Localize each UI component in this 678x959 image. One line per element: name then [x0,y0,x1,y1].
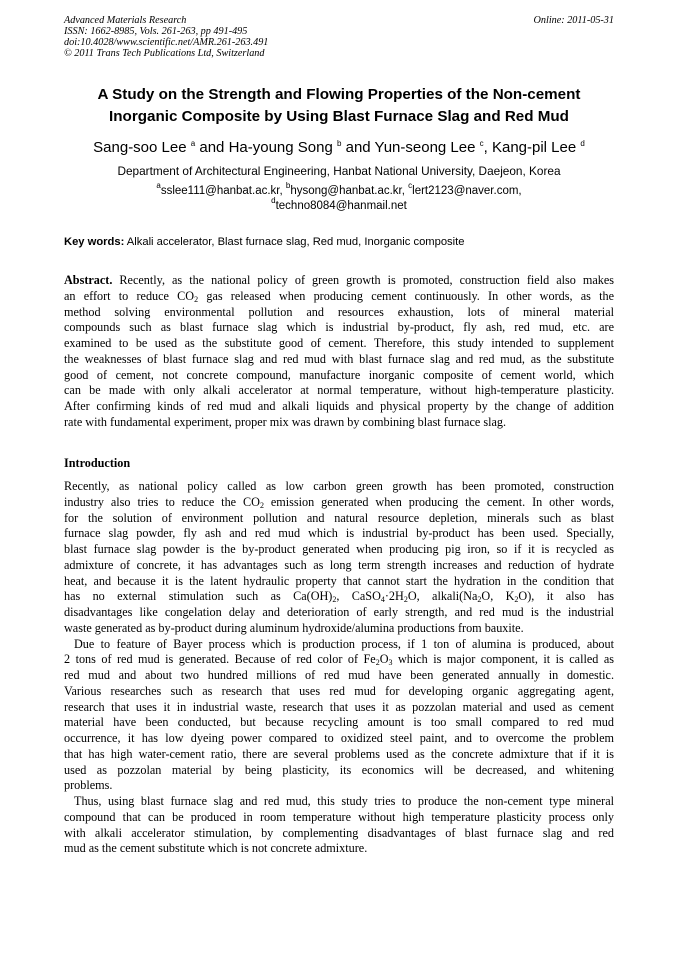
copyright-line: © 2011 Trans Tech Publications Ltd, Switzerland [64,48,265,59]
journal-name: Advanced Materials Research [64,15,187,26]
abstract [64,273,614,431]
intro-line: red mud and about two hundred millions of red mud have been generated annually in domestic. [64,668,614,682]
keywords-label: Key words: [64,236,125,248]
abstract-line: the weaknesses of blast furnace slag and red mud with blast furnace slag and red mud, as the substitute [64,351,614,366]
intro-line [64,589,614,605]
intro-text: has no external stimulation such as Ca(OH) [64,589,333,604]
intro-line: for the solution of environment pollution and natural resource depletion, minerals such as blast [64,510,614,525]
section-heading-introduction: Introduction [64,456,131,470]
intro-line: problems. [64,778,113,793]
email-line-1 [30,181,648,199]
intro-line: occurrence, it has low dyeing power compared to oxidized steel paint, and to overcome the problem [64,731,614,745]
journal-info [64,15,268,59]
intro-text: , CaSO [336,589,381,604]
intro-text: O), it also has [518,589,614,604]
intro-line: waste generated as by-product during aluminum hydroxide/alumina productions from bauxite. [64,620,524,635]
issn-line: ISSN: 1662-8985, Vols. 261-263, pp 491-495 [64,26,248,37]
abstract-line: After confirming kinds of red mud and alkali liquids and physical property by the change of addition [64,399,614,413]
email-link[interactable]: hysong@hanbat.ac.kr, [290,185,409,197]
intro-line [64,652,614,668]
abstract-line: good of cement, not concrete compound, manufacture inorganic composite of cement world, which [64,367,614,382]
intro-text: O [379,652,389,667]
affiliation: Department of Architectural Engineering, Hanbat National University, Daejeon, Korea [117,164,561,178]
abstract-line: examined to be used as the substitute good of cement. Therefore, this study intended to supplement [64,336,614,350]
author-emails [30,181,648,214]
email-mark: c [408,181,413,190]
paper-title [40,84,638,128]
author-separator: , [483,139,492,156]
intro-text: ·2H [384,589,404,604]
email-mark: b [285,181,291,190]
author-name: Yun-seong Lee [374,139,476,156]
email-link[interactable]: sslee111@hanbat.ac.kr, [160,185,286,197]
intro-line: research that uses it in industrial waste, research that uses it as pozzolan material and used as cement [64,699,614,714]
subscript: 2 [477,595,482,605]
intro-line: mud as the cement substitute which is not concrete admixture. [64,841,368,856]
subscript: 2 [332,595,337,605]
intro-line: used as pozzolan material by being plasticity, its economics will be decreased, and whitening [64,762,614,777]
subscript: 2 [403,595,408,605]
intro-text: O, K [481,589,515,604]
keywords-text: Alkali accelerator, Blast furnace slag, Red mud, Inorganic composite [124,236,465,248]
abstract-line: can be made with only alkali accelerator at normal temperature, without high-temperature plasticity. [64,383,614,398]
author-mark: b [336,139,342,148]
intro-line: furnace slag powder, fly ash and red mud which is industrial by-product has been used. Specially, [64,526,614,541]
abstract-line: compounds such as blast furnace slag which is industrial by-product, fly ash, red mud, etc. are [64,320,614,335]
doi-line: doi:10.4028/www.scientific.net/AMR.261-263.491 [64,37,269,48]
intro-line [64,495,614,511]
title-line-1: A Study on the Strength and Flowing Properties of the Non-cement [97,86,581,103]
intro-line: Thus, using blast furnace slag and red mud, this study tries to produce the non-cement type mineral [74,794,614,808]
author-mark: c [479,139,484,148]
intro-line: Various researches such as research that uses red mud for developing organic aggregating agent, [64,683,614,698]
author-name: Ha-young Song [228,139,333,156]
introduction-body [64,479,614,857]
email-mark: d [271,196,276,205]
author-separator: and [341,139,375,156]
abstract-label: Abstract. [64,273,113,287]
abstract-line: method solving environmental pollution and resources exhaustion, lots of mineral material [64,304,614,319]
email-line-2 [30,196,648,214]
intro-line: disadvantages like congelation delay and deterioration of early strength, and red mud is the industrial [64,605,614,619]
intro-line: compound that can be produced in room temperature without high temperature plasticity process only [64,809,614,824]
abstract-text: Recently, as the national policy of green growth is promoted, construction field also makes [112,273,614,287]
abstract-text: gas released when producing cement continuously. In other words, as the [198,288,615,303]
keywords [64,235,624,250]
intro-text: industry also tries to reduce the CO [64,494,260,509]
subscript: 4 [380,595,385,605]
author-separator: and [195,139,229,156]
abstract-line [64,289,614,305]
intro-text: 2 tons of red mud is generated. Because of red color of Fe [64,652,376,667]
subscript: 2 [514,595,519,605]
intro-line: that has high water-cement ratio, there are several problems used as the concrete admixture that if it is [64,746,614,761]
author-name: Kang-pil Lee [491,139,577,156]
intro-line: Recently, as national policy called as low carbon green growth has been promoted, construction [64,479,614,493]
intro-line: blast furnace slag powder is the by-product generated when producing pig iron, so if it is recycled as [64,542,614,556]
intro-line: material have been conducted, but because recycling amount is too small compared to red mud [64,715,614,730]
subscript: 2 [375,658,380,668]
intro-line: Due to feature of Bayer process which is production process, if 1 ton of alumina is produced, about [74,636,614,651]
email-link[interactable]: techno8084@hanmail.net [275,200,407,212]
author-mark: a [190,139,196,148]
abstract-line [64,273,614,289]
subscript: 2 [194,294,199,304]
intro-text: emission generated when producing the cement. In other words, [263,494,614,509]
online-date: Online: 2011-05-31 [533,15,614,26]
intro-line: with alkali accelerator stimulation, by complementing disadvantages of blast furnace slag and red [64,825,614,840]
subscript: 2 [259,500,264,510]
title-line-2: Inorganic Composite by Using Blast Furnace Slag and Red Mud [109,108,569,125]
intro-line: admixture of concrete, it has advantages such as long term strength increases and reduction of hydrate [64,557,614,572]
abstract-text: an effort to reduce CO [64,288,195,303]
subscript: 3 [388,658,393,668]
email-link[interactable]: lert2123@naver.com, [412,185,522,197]
email-mark: a [156,181,161,190]
intro-text: which is major component, it is called as [392,652,614,667]
author-list [30,138,648,158]
intro-line: heat, and because it is the latent hydraulic property that cannot start the hydration in the condition that [64,573,614,588]
intro-text: O, alkali(Na [407,589,478,604]
author-mark: d [580,139,585,148]
author-name: Sang-soo Lee [93,139,187,156]
abstract-line: rate with fundamental experiment, proper mix was drawn by combining blast furnace slag. [64,414,506,429]
